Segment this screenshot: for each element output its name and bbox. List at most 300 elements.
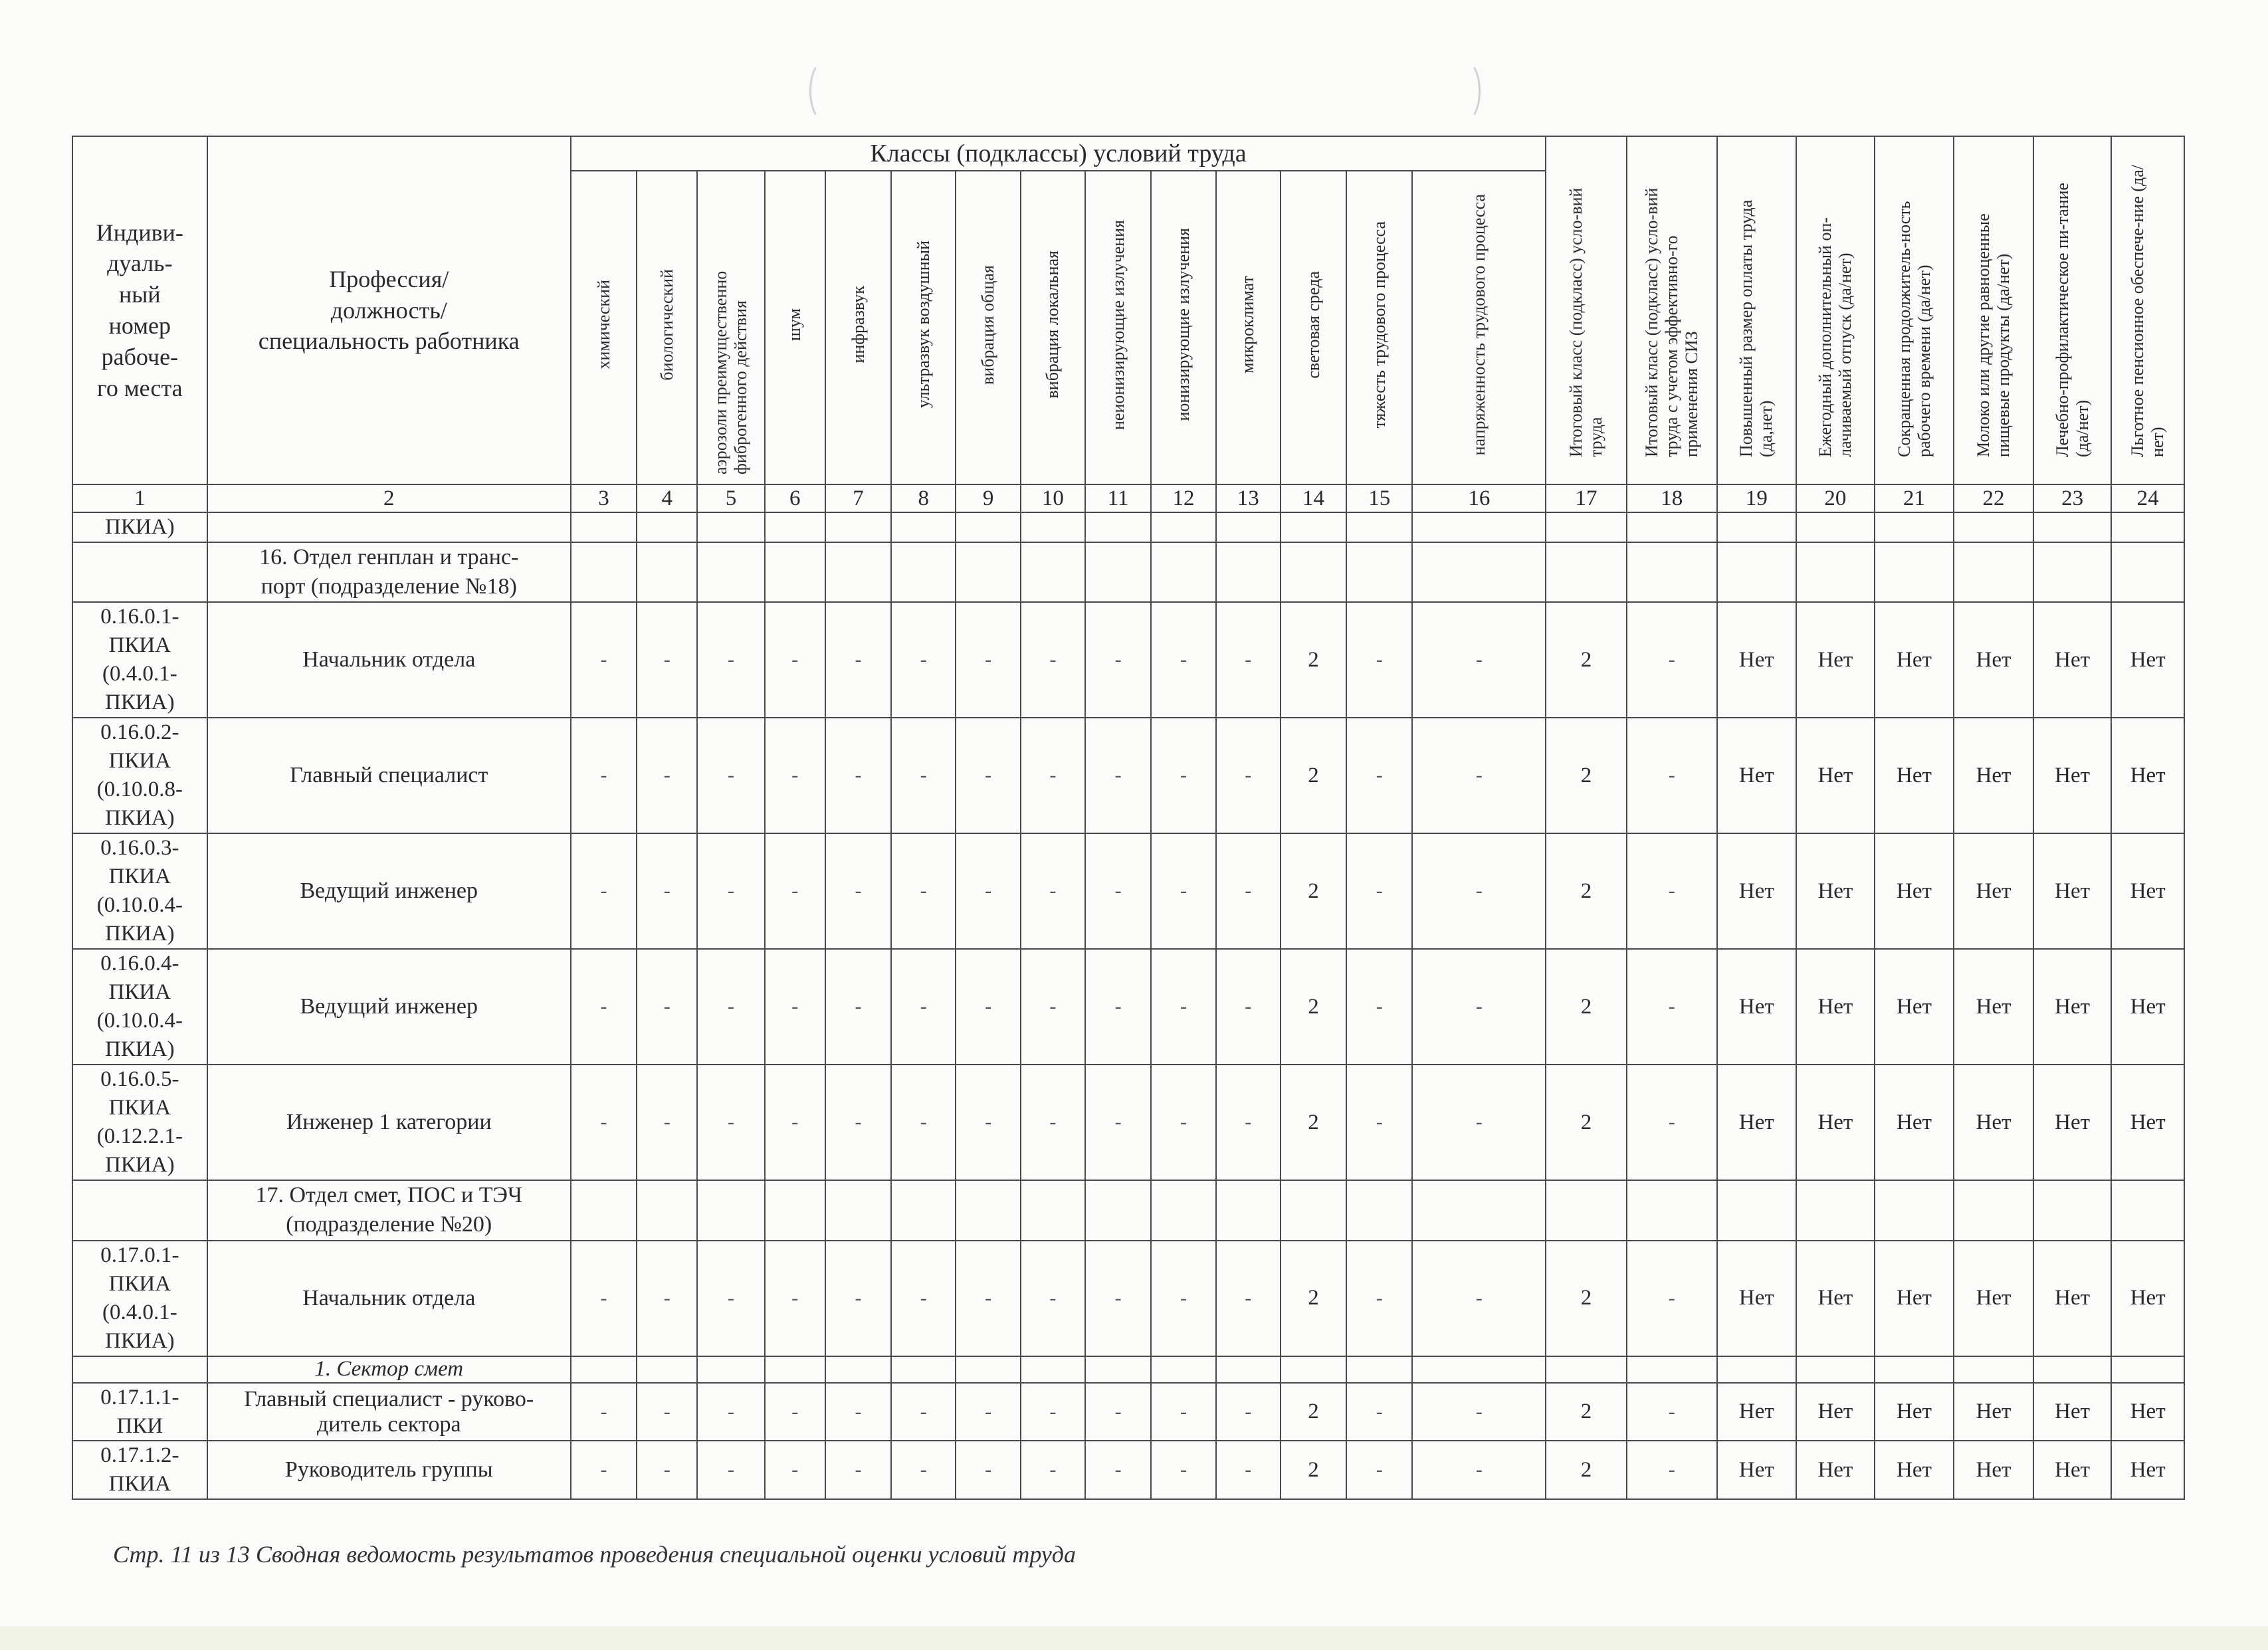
value-cell: - [571,602,637,718]
value-cell: - [637,1383,697,1441]
value-cell: Нет [1717,718,1797,833]
value-cell: - [1627,949,1717,1065]
value-cell: Нет [2033,718,2112,833]
table-row [72,833,2184,949]
value-cell: Нет [2111,1241,2184,1356]
empty-cell [1085,542,1151,602]
value-cell: - [637,718,697,833]
value-cell: - [1151,1065,1215,1180]
header-col-14: световая среда [1281,171,1346,484]
empty-cell [765,1356,825,1383]
empty-cell [1796,512,1875,542]
table-row [72,1241,2184,1356]
empty-cell [697,1180,764,1240]
empty-cell [1717,1180,1797,1240]
column-number: 22 [1954,484,2033,512]
hole-punch-mark-right [1453,61,1481,121]
empty-cell [637,512,697,542]
header-col-15: тяжесть трудового процесса [1346,171,1412,484]
empty-cell [571,542,637,602]
column-number: 20 [1796,484,1875,512]
page-footer: Стр. 11 из 13 Сводная ведомость результатов проведения специальной оценки условий труда [113,1541,1076,1568]
value-cell: Нет [1875,949,1954,1065]
empty-cell [2033,542,2112,602]
value-cell: - [1216,718,1281,833]
value-cell: 2 [1281,602,1346,718]
column-number: 5 [697,484,764,512]
value-cell: Нет [1717,1065,1797,1180]
value-cell: - [1151,718,1215,833]
value-cell: - [956,718,1020,833]
value-cell: - [1085,1065,1151,1180]
empty-cell [637,1180,697,1240]
value-cell: - [637,949,697,1065]
header-col-20: Ежегодный дополнительный оп-лачиваемый отпуск (да/нет) [1796,136,1875,484]
empty-cell [1875,1356,1954,1383]
column-number: 23 [2033,484,2112,512]
value-cell: - [1021,833,1085,949]
value-cell: Нет [2111,602,2184,718]
header-col-22: Молоко или другие равноценные пищевые продукты (да/нет) [1954,136,2033,484]
value-cell: Нет [1875,1065,1954,1180]
column-number: 7 [825,484,891,512]
value-cell: - [1346,1383,1412,1441]
value-cell: Нет [1875,833,1954,949]
value-cell: - [825,1241,891,1356]
empty-cell [765,542,825,602]
empty-cell [956,1356,1020,1383]
value-cell: - [1085,718,1151,833]
empty-cell [1627,1180,1717,1240]
value-cell: 2 [1546,602,1627,718]
empty-cell [2111,1356,2184,1383]
sector-1-row-label: 1. Сектор смет [207,1356,571,1383]
header-col-16: напряженность трудового процесса [1412,171,1546,484]
value-cell: - [1085,1441,1151,1499]
empty-cell [1021,1180,1085,1240]
empty-cell [1216,542,1281,602]
value-cell: - [765,1441,825,1499]
value-cell: - [1412,1065,1546,1180]
empty-cell [1151,512,1215,542]
value-cell: - [891,1241,956,1356]
value-cell: - [697,1441,764,1499]
empty-cell [697,542,764,602]
value-cell: - [637,602,697,718]
empty-cell [1627,542,1717,602]
value-cell: - [891,602,956,718]
header-col-11: неионизирующие излучения [1085,171,1151,484]
empty-cell [956,512,1020,542]
empty-cell [1627,1356,1717,1383]
value-cell: 2 [1281,718,1346,833]
empty-cell [697,512,764,542]
department-17-row-label: 17. Отдел смет, ПОС и ТЭЧ (подразделение №20) [207,1180,571,1240]
header-profession: Профессия/ должность/ специальность работника [207,136,571,484]
value-cell: - [571,833,637,949]
position-name: Начальник отдела [207,1241,571,1356]
value-cell: - [825,602,891,718]
value-cell: - [1151,1241,1215,1356]
empty-cell [1412,1356,1546,1383]
empty-cell [72,1180,207,1240]
empty-cell [1546,542,1627,602]
value-cell: - [637,833,697,949]
value-cell: 2 [1281,1241,1346,1356]
value-cell: 2 [1546,1441,1627,1499]
value-cell: - [1021,1065,1085,1180]
column-number: 6 [765,484,825,512]
empty-cell [571,512,637,542]
value-cell: - [765,949,825,1065]
value-cell: - [891,718,956,833]
header-col-5: аэрозоли преимущественно фиброгенного действия [697,171,764,484]
value-cell: - [637,1241,697,1356]
value-cell: - [697,1383,764,1441]
empty-cell [891,512,956,542]
empty-cell [825,1356,891,1383]
value-cell: Нет [1796,1241,1875,1356]
value-cell: - [571,1065,637,1180]
value-cell: - [1412,1383,1546,1441]
value-cell: - [1021,718,1085,833]
value-cell: - [765,602,825,718]
value-cell: - [1085,1241,1151,1356]
empty-cell [1151,1356,1215,1383]
empty-cell [1021,542,1085,602]
workplace-number: 0.16.0.2- ПКИА (0.10.0.8- ПКИА) [72,718,207,833]
value-cell: - [697,718,764,833]
value-cell: - [956,1441,1020,1499]
header-col-24: Льготное пенсионное обеспече-ние (да/нет) [2111,136,2184,484]
column-number: 11 [1085,484,1151,512]
value-cell: - [1412,1441,1546,1499]
empty-cell [2111,542,2184,602]
empty-cell [637,1356,697,1383]
value-cell: Нет [1796,949,1875,1065]
column-number: 16 [1412,484,1546,512]
value-cell: - [1627,833,1717,949]
workplace-number: 0.16.0.3- ПКИА (0.10.0.4- ПКИА) [72,833,207,949]
empty-cell [1954,1356,2033,1383]
empty-cell [1346,512,1412,542]
value-cell: - [1216,1383,1281,1441]
value-cell: - [1627,718,1717,833]
value-cell: - [765,1241,825,1356]
value-cell: - [697,1065,764,1180]
column-number: 3 [571,484,637,512]
value-cell: Нет [1796,833,1875,949]
empty-cell [1151,542,1215,602]
value-cell: - [1346,1241,1412,1356]
value-cell: Нет [2111,1441,2184,1499]
empty-cell [571,1180,637,1240]
value-cell: - [1346,718,1412,833]
value-cell: - [1216,949,1281,1065]
value-cell: Нет [1954,949,2033,1065]
empty-cell [891,1180,956,1240]
empty-cell [1085,1356,1151,1383]
empty-cell [1216,1356,1281,1383]
department-16-row-label: 16. Отдел генплан и транс- порт (подразделение №18) [207,542,571,602]
empty-cell [1412,1180,1546,1240]
table-row [72,949,2184,1065]
empty-cell [1875,542,1954,602]
column-number: 1 [72,484,207,512]
header-col-21: Сокращенная продолжитель-ность рабочего времени (да/нет) [1875,136,1954,484]
value-cell: - [1216,1065,1281,1180]
empty-cell [825,1180,891,1240]
value-cell: Нет [1796,1441,1875,1499]
column-number: 4 [637,484,697,512]
value-cell: Нет [1875,1383,1954,1441]
empty-cell [1021,1356,1085,1383]
empty-cell [1281,1356,1346,1383]
position-name: Ведущий инженер [207,949,571,1065]
value-cell: - [637,1441,697,1499]
position-name: Руководитель группы [207,1441,571,1499]
value-cell: 2 [1546,833,1627,949]
value-cell: Нет [2111,1383,2184,1441]
value-cell: 2 [1546,1383,1627,1441]
empty-cell [2111,1180,2184,1240]
empty-cell [571,1356,637,1383]
empty-cell [1717,1356,1797,1383]
position-name: Главный специалист [207,718,571,833]
empty-cell [1546,1180,1627,1240]
value-cell: Нет [1717,602,1797,718]
value-cell: 2 [1281,1065,1346,1180]
header-col-13: микроклимат [1216,171,1281,484]
value-cell: - [1412,602,1546,718]
value-cell: Нет [1875,718,1954,833]
department-16-row [72,542,2184,602]
value-cell: - [1627,1383,1717,1441]
value-cell: - [956,1241,1020,1356]
value-cell: Нет [1796,718,1875,833]
table-row [72,1065,2184,1180]
value-cell: 2 [1546,718,1627,833]
empty-cell [2033,512,2112,542]
column-number: 21 [1875,484,1954,512]
empty-cell [72,1356,207,1383]
value-cell: - [1216,833,1281,949]
column-number: 17 [1546,484,1627,512]
column-number: 12 [1151,484,1215,512]
value-cell: Нет [1717,1383,1797,1441]
value-cell: - [571,1383,637,1441]
workplace-number: 0.16.0.4- ПКИА (0.10.0.4- ПКИА) [72,949,207,1065]
empty-cell [1216,512,1281,542]
value-cell: - [1412,833,1546,949]
workplace-number: 0.16.0.1- ПКИА (0.4.0.1- ПКИА) [72,602,207,718]
header-col-19: Повышенный размер оплаты труда (да,нет) [1717,136,1797,484]
value-cell: - [1346,949,1412,1065]
column-number: 13 [1216,484,1281,512]
empty-cell [1412,542,1546,602]
column-number: 19 [1717,484,1797,512]
empty-cell [956,542,1020,602]
header-working-conditions-classes: Классы (подклассы) условий труда [571,136,1546,171]
empty-cell [2033,1356,2112,1383]
value-cell: Нет [1954,718,2033,833]
value-cell: Нет [2033,1383,2112,1441]
value-cell: - [956,833,1020,949]
value-cell: - [1151,1441,1215,1499]
value-cell: - [1412,949,1546,1065]
value-cell: - [1627,1241,1717,1356]
empty-cell [2111,512,2184,542]
header-workplace-number: Индиви- дуаль- ный номер рабоче- го места [72,136,207,484]
value-cell: - [1412,1241,1546,1356]
value-cell: - [1412,718,1546,833]
value-cell: Нет [1717,949,1797,1065]
value-cell: - [765,833,825,949]
header-col-6: шум [765,171,825,484]
carry-over-row [72,512,2184,542]
value-cell: - [1346,1441,1412,1499]
empty-cell [1796,1356,1875,1383]
empty-cell [765,512,825,542]
empty-cell [207,512,571,542]
empty-cell [2033,1180,2112,1240]
column-number: 14 [1281,484,1346,512]
header-col-7: инфразвук [825,171,891,484]
empty-cell [1954,542,2033,602]
page-bottom-edge [0,1626,2268,1650]
value-cell: - [825,949,891,1065]
workplace-number: 0.17.1.2- ПКИА [72,1441,207,1499]
header-col-17: Итоговый класс (подкласс) усло-вий труда [1546,136,1627,484]
value-cell: - [1216,1241,1281,1356]
value-cell: 2 [1281,1441,1346,1499]
value-cell: - [1346,833,1412,949]
value-cell: - [697,1241,764,1356]
value-cell: - [891,1441,956,1499]
value-cell: Нет [1875,1241,1954,1356]
value-cell: - [1085,833,1151,949]
value-cell: 2 [1546,949,1627,1065]
value-cell: - [956,949,1020,1065]
empty-cell [1796,1180,1875,1240]
empty-cell [1216,1180,1281,1240]
value-cell: Нет [2033,602,2112,718]
value-cell: 2 [1281,833,1346,949]
header-col-8: ультразвук воздушный [891,171,956,484]
empty-cell [1546,1356,1627,1383]
value-cell: Нет [1796,1065,1875,1180]
value-cell: Нет [2111,1065,2184,1180]
header-col-12: ионизирующие излучения [1151,171,1215,484]
value-cell: - [571,949,637,1065]
header-col-23: Лечебно-профилактическое пи-тание (да/нет) [2033,136,2112,484]
empty-cell [1875,1180,1954,1240]
value-cell: - [697,602,764,718]
empty-cell [1085,1180,1151,1240]
value-cell: Нет [1954,1383,2033,1441]
empty-cell [1281,512,1346,542]
value-cell: Нет [2033,1065,2112,1180]
value-cell: - [637,1065,697,1180]
empty-cell [1954,1180,2033,1240]
value-cell: - [1021,1241,1085,1356]
position-name: Главный специалист - руково- дитель сектора [207,1383,571,1441]
header-col-18: Итоговый класс (подкласс) усло-вий труда с учетом эффективно-го применения СИЗ [1627,136,1717,484]
value-cell: Нет [1875,1441,1954,1499]
value-cell: - [891,1065,956,1180]
empty-cell [72,542,207,602]
value-cell: - [1151,602,1215,718]
value-cell: - [825,1383,891,1441]
empty-cell [1412,512,1546,542]
position-name: Инженер 1 категории [207,1065,571,1180]
hole-punch-mark-left [809,61,837,121]
value-cell: - [765,1065,825,1180]
empty-cell [1346,542,1412,602]
value-cell: Нет [1954,1441,2033,1499]
empty-cell [956,1180,1020,1240]
value-cell: Нет [1717,1241,1797,1356]
value-cell: - [1021,1441,1085,1499]
column-number: 24 [2111,484,2184,512]
empty-cell [1281,1180,1346,1240]
value-cell: Нет [1954,602,2033,718]
value-cell: - [1627,602,1717,718]
column-number: 2 [207,484,571,512]
value-cell: - [1346,1065,1412,1180]
value-cell: Нет [1875,602,1954,718]
value-cell: - [1021,949,1085,1065]
value-cell: Нет [1954,1065,2033,1180]
value-cell: - [891,833,956,949]
column-number: 18 [1627,484,1717,512]
workplace-number: 0.17.1.1- ПКИ [72,1383,207,1441]
value-cell: - [1346,602,1412,718]
value-cell: Нет [1717,1441,1797,1499]
value-cell: - [697,949,764,1065]
value-cell: Нет [2111,833,2184,949]
value-cell: 2 [1281,949,1346,1065]
empty-cell [891,542,956,602]
value-cell: - [1085,949,1151,1065]
table-row [72,1441,2184,1499]
column-number: 15 [1346,484,1412,512]
empty-cell [891,1356,956,1383]
value-cell: Нет [2111,718,2184,833]
value-cell: - [1151,833,1215,949]
value-cell: - [825,1065,891,1180]
empty-cell [1546,512,1627,542]
value-cell: - [825,1441,891,1499]
position-name: Ведущий инженер [207,833,571,949]
value-cell: - [956,1065,1020,1180]
column-number: 9 [956,484,1020,512]
value-cell: - [571,718,637,833]
value-cell: - [571,1241,637,1356]
value-cell: - [1627,1065,1717,1180]
empty-cell [1346,1356,1412,1383]
empty-cell [1085,512,1151,542]
value-cell: - [1627,1441,1717,1499]
value-cell: - [765,718,825,833]
empty-cell [637,542,697,602]
value-cell: - [825,833,891,949]
value-cell: Нет [1954,833,2033,949]
column-number: 10 [1021,484,1085,512]
header-col-10: вибрация локальная [1021,171,1085,484]
value-cell: - [825,718,891,833]
value-cell: Нет [2033,833,2112,949]
